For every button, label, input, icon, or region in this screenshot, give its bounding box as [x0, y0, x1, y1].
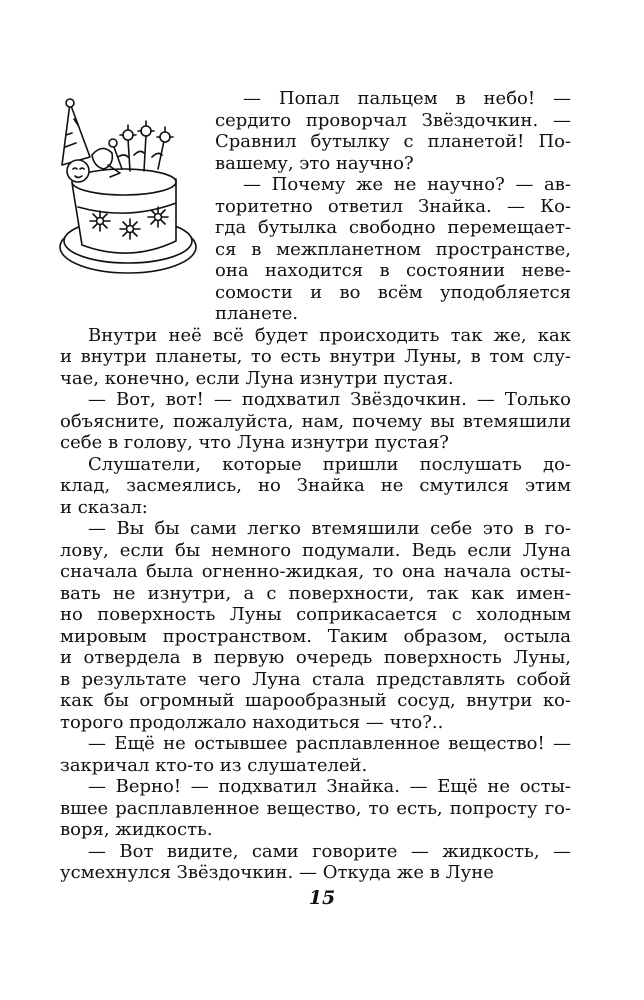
text-line: как бы огромный шарообразный сосуд, внутри ко- — [60, 690, 571, 711]
text-line: объясните, пожалуйста, нам, почему вы втемяшили — [60, 411, 571, 432]
text-line: вашему, это научно? — [215, 153, 414, 174]
text-line: сомости и во всём уподобляется — [215, 282, 571, 303]
text-line: вать не изнутри, а с поверхности, так как имен- — [60, 583, 571, 604]
text-line: усмехнулся Звёздочкин. — Откуда же в Луне — [60, 862, 494, 883]
text-line: гда бутылка свободно перемещает- — [215, 217, 571, 238]
text-line: она находится в состоянии неве- — [215, 260, 571, 281]
text-line: Слушатели, которые пришли послушать до- — [88, 454, 571, 475]
text-line: мировым пространством. Таким образом, остыла — [60, 626, 571, 647]
text-line: — Почему же не научно? — ав- — [243, 174, 571, 195]
text-line: — Вы бы сами легко втемяшили себе это в го- — [88, 518, 571, 539]
illustration-hat-with-flowers — [48, 95, 206, 285]
text-line: Сравнил бутылку с планетой! По- — [215, 131, 571, 152]
text-line: и сказал: — [60, 497, 148, 518]
text-line: чае, конечно, если Луна изнутри пустая. — [60, 368, 454, 389]
text-line: сначала была огненно-жидкая, то она начала осты- — [60, 561, 571, 582]
text-line: ся в межпланетном пространстве, — [215, 239, 571, 260]
page-number: 15 — [308, 887, 336, 909]
text-line: — Попал пальцем в небо! — — [243, 88, 571, 109]
text-line: но поверхность Луны соприкасается с холодным — [60, 604, 571, 625]
text-line: закричал кто-то из слушателей. — [60, 755, 368, 776]
text-line: себе в голову, что Луна изнутри пустая? — [60, 432, 449, 453]
text-line: торого продолжало находиться — что?.. — [60, 712, 444, 733]
text-line: сердито проворчал Звёздочкин. — — [215, 110, 571, 131]
text-line: Внутри неё всё будет происходить так же, как — [88, 325, 571, 346]
text-line: — Вот, вот! — подхватил Звёздочкин. — Только — [88, 389, 571, 410]
text-line: — Вот видите, сами говорите — жидкость, — — [88, 841, 571, 862]
text-line: в результате чего Луна стала представлять собой — [60, 669, 571, 690]
text-line: торитетно ответил Знайка. — Ко- — [215, 196, 571, 217]
text-line: воря, жидкость. — [60, 819, 213, 840]
text-line: вшее расплавленное вещество, то есть, попросту го- — [60, 798, 571, 819]
text-line: и внутри планеты, то есть внутри Луны, в том слу- — [60, 346, 571, 367]
text-line: — Ещё не остывшее расплавленное вещество! — — [88, 733, 571, 754]
text-line: планете. — [215, 303, 299, 324]
text-line: лову, если бы немного подумали. Ведь если Луна — [60, 540, 571, 561]
text-line: клад, засмеялись, но Знайка не смутился этим — [60, 475, 571, 496]
text-line: — Верно! — подхватил Знайка. — Ещё не осты- — [88, 776, 571, 797]
text-line: и отвердела в первую очередь поверхность Луны, — [60, 647, 571, 668]
